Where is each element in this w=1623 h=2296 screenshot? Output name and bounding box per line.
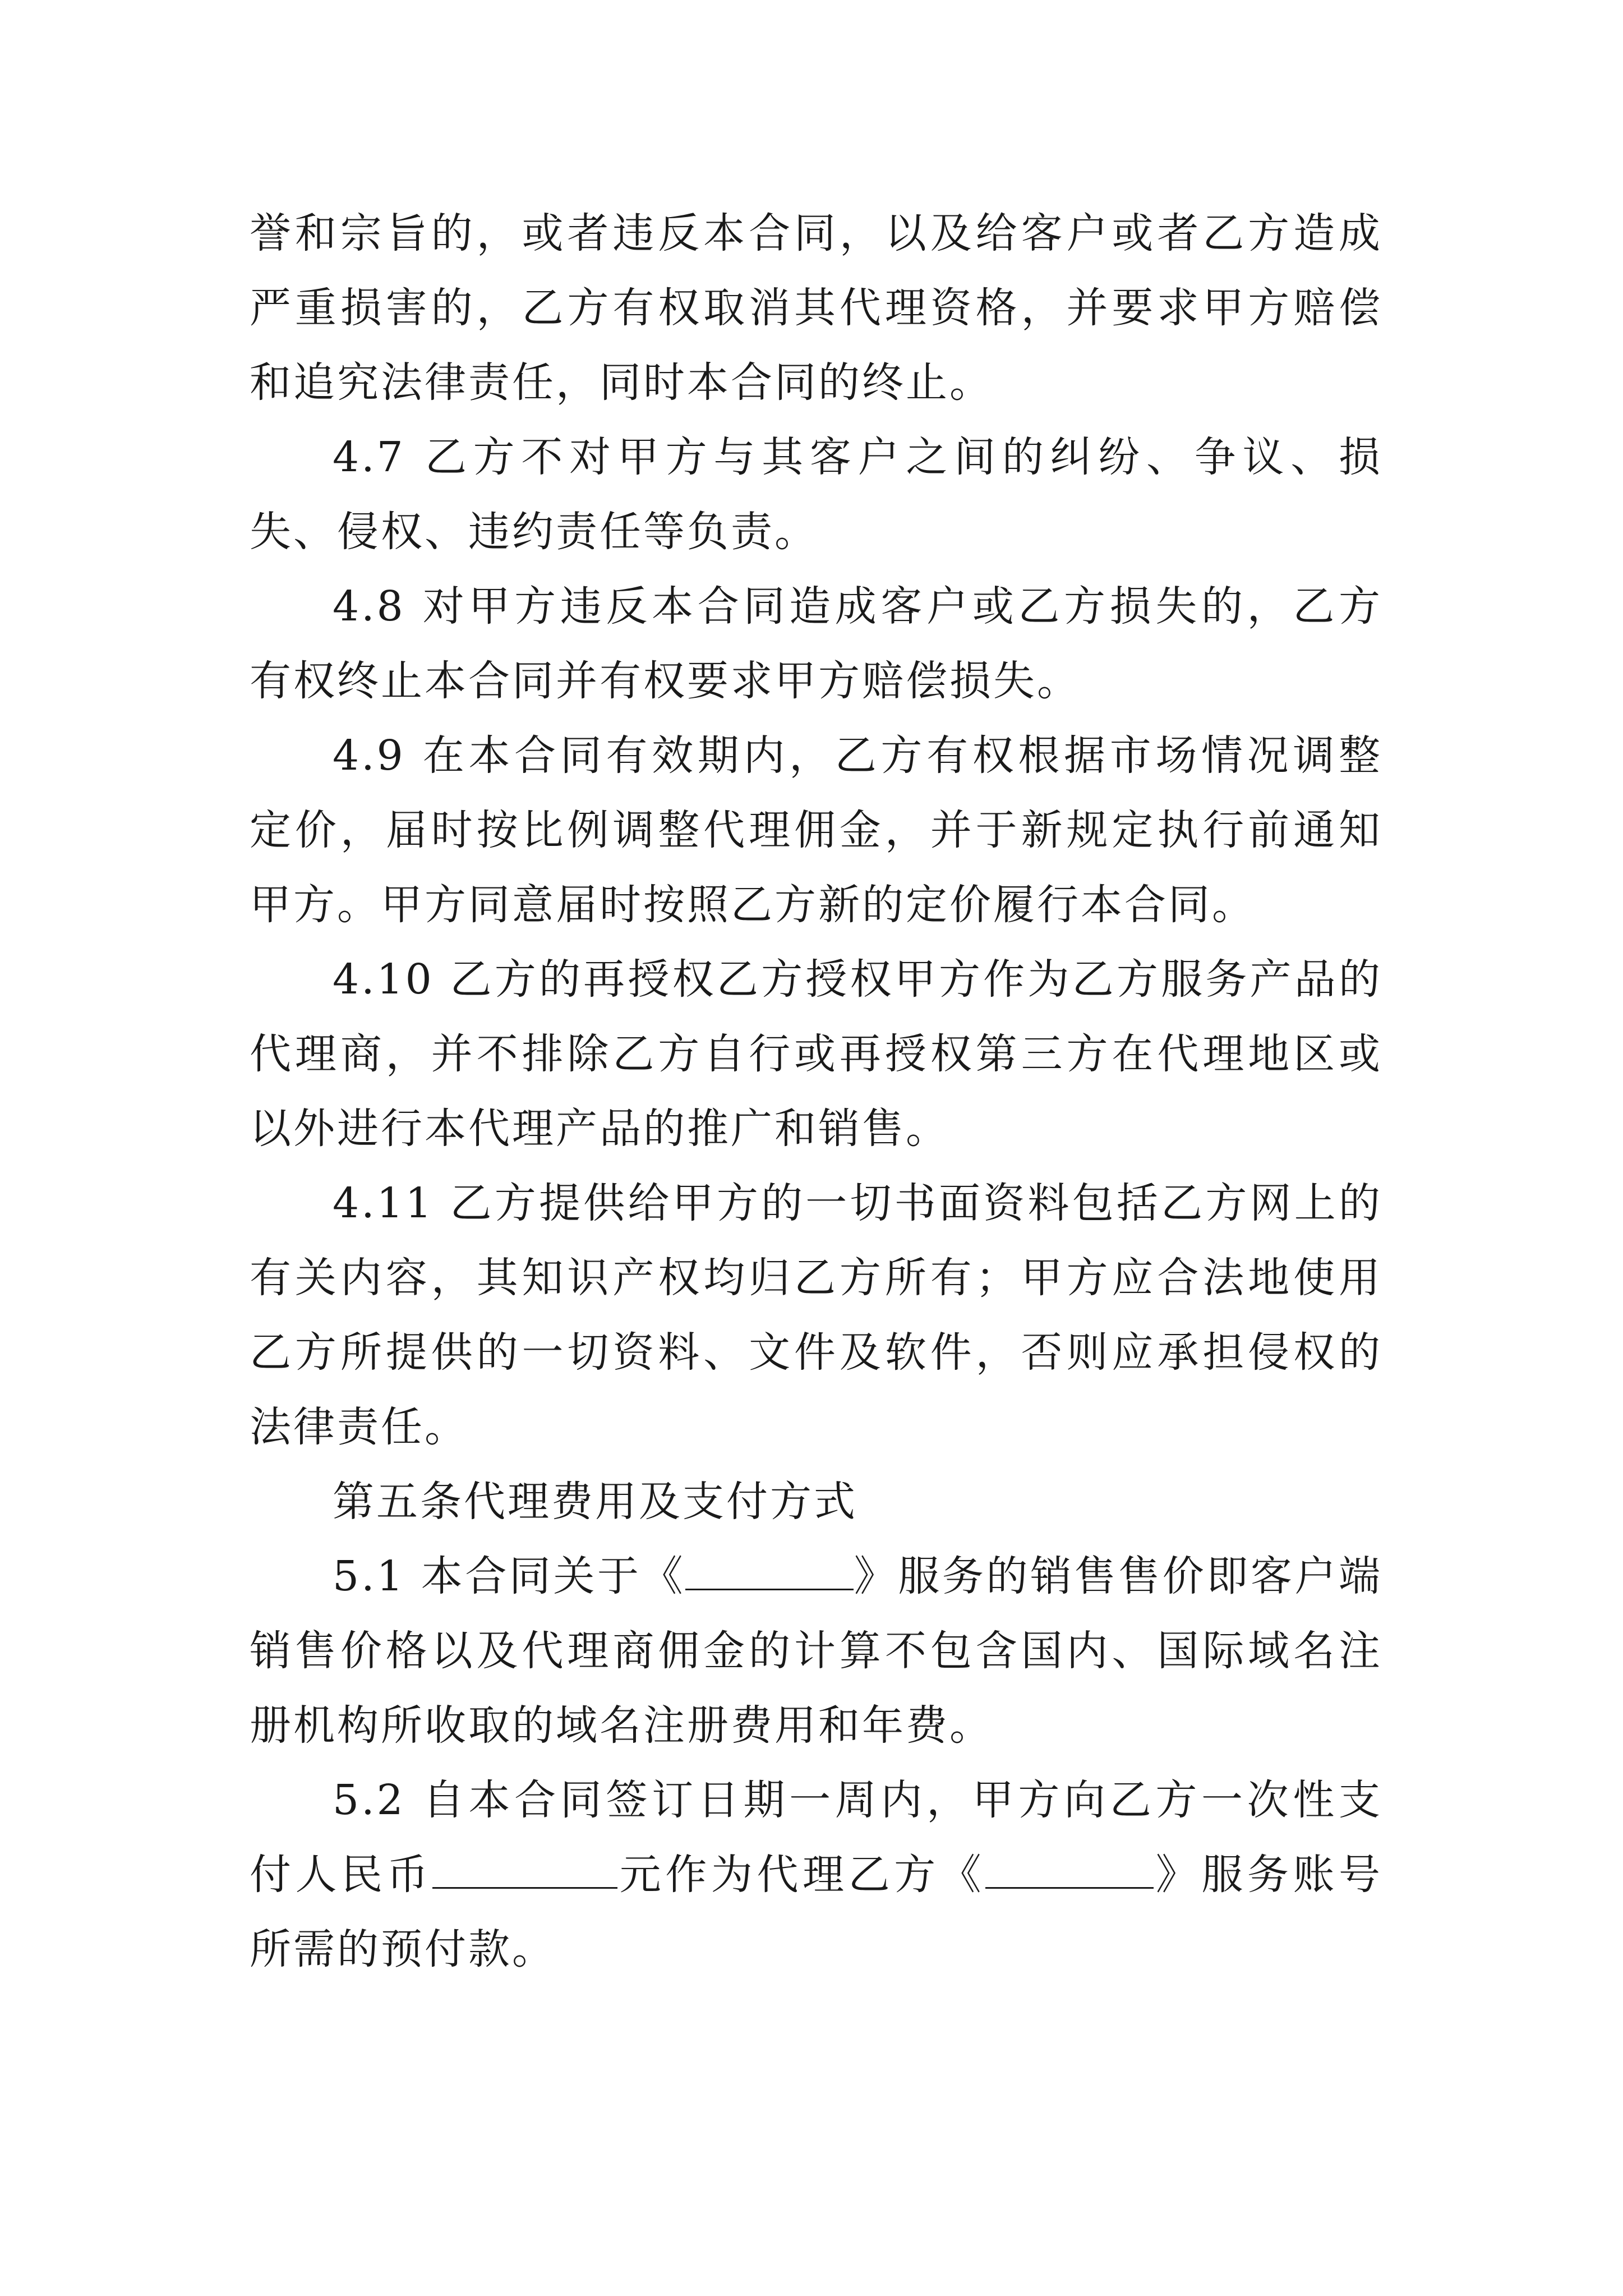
clause-5-2-suffix: 》服务账号所需的预付款。 (250, 1851, 1383, 1973)
service-name-blank (685, 1555, 854, 1590)
clause-4-9: 4.9 在本合同有效期内，乙方有权根据市场情况调整定价，届时按比例调整代理佣金，并于新规定执行前通知甲方。甲方同意届时按照乙方新的定价履行本合同。 (250, 731, 1382, 929)
clause-5-1-suffix: 》服务的销售售价即客户端销售价格以及代理商佣金的计算不包含国内、国际域名注册机构所收取的域名注册费用和年费。 (250, 1552, 1382, 1750)
clause-4-10: 4.10 乙方的再授权乙方授权甲方作为乙方服务产品的代理商，并不排除乙方自行或再授权第三方在代理地区或以外进行本代理产品的推广和销售。 (250, 955, 1382, 1153)
clause-4-7: 4.7 乙方不对甲方与其客户之间的纠纷、争议、损失、侵权、违约责任等负责。 (250, 433, 1382, 556)
clause-5-2 (250, 1763, 1382, 1987)
clause-5-1 (250, 1539, 1382, 1763)
document-body (250, 196, 1382, 1987)
clause-5-2-middle: 元作为代理乙方《 (617, 1851, 986, 1899)
section-5-heading: 第五条代理费用及支付方式 (333, 1478, 857, 1526)
clause-5-2-prefix: 5.2 自本合同签订日期一周内，甲方向乙方一次性支付人民币 (250, 1776, 1382, 1899)
service-account-blank (985, 1853, 1154, 1889)
clause-4-11: 4.11 乙方提供给甲方的一切书面资料包括乙方网上的有关内容，其知识产权均归乙方所有；甲方应合法地使用乙方所提供的一切资料、文件及软件，否则应承担侵权的法律责任。 (250, 1179, 1382, 1451)
amount-blank (432, 1853, 617, 1889)
clause-4-6-continuation: 誉和宗旨的，或者违反本合同，以及给客户或者乙方造成严重损害的，乙方有权取消其代理资格，并要求甲方赔偿和追究法律责任，同时本合同的终止。 (250, 209, 1382, 407)
clause-4-8: 4.8 对甲方违反本合同造成客户或乙方损失的，乙方有权终止本合同并有权要求甲方赔偿损失。 (250, 582, 1382, 705)
clause-5-1-prefix: 5.1 本合同关于《 (333, 1552, 686, 1600)
